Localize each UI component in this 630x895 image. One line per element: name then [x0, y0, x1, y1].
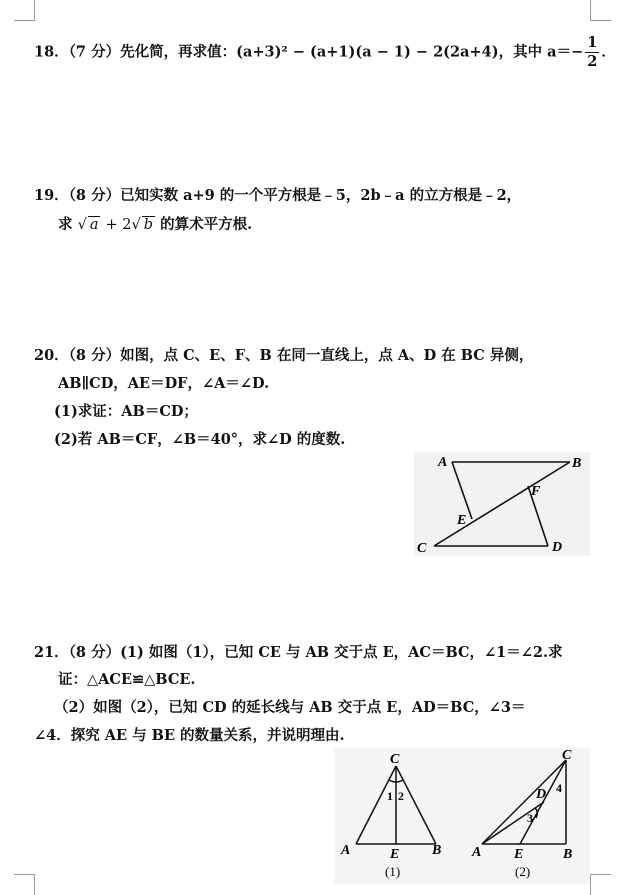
q19-sqrt-a: √ a: [77, 217, 99, 233]
q20-figure: [414, 452, 590, 556]
q20-score: （8 分）: [68, 347, 121, 364]
q18-score: （7 分）: [68, 43, 121, 61]
label-D: D: [552, 540, 563, 555]
q21-line2: 证：△ACE≌△BCE.: [58, 671, 196, 688]
q18-number: 18．: [34, 43, 69, 61]
fig1-label-B: B: [432, 843, 442, 858]
q20-number: 20．: [34, 347, 69, 364]
q21-figures-background: [334, 748, 590, 884]
label-B: B: [572, 456, 582, 471]
q18-end: ．: [601, 43, 616, 61]
label-F: F: [531, 484, 541, 499]
label-E: E: [457, 513, 467, 528]
q19-line2-post: 的算术平方根.: [160, 216, 253, 233]
fig2-angle-4: 4: [556, 781, 562, 795]
fig2-angle-3: 3: [527, 811, 533, 825]
q18-frac-den: 2: [587, 52, 598, 70]
fig2-label-E: E: [514, 847, 524, 862]
q19-line1: 已知实数 a+9 的一个平方根是﹣5，2b﹣a 的立方根是﹣2，: [120, 187, 522, 204]
q20-line3: (1)求证：AB＝CD；: [54, 403, 198, 420]
q20-line2: AB∥CD，AE＝DF，∠A＝∠D.: [58, 375, 270, 392]
crop-mark-top-left: [14, 0, 35, 21]
label-A: A: [438, 455, 448, 470]
fig2-label-C: C: [562, 748, 572, 763]
q19-number: 19．: [34, 187, 69, 204]
q19-score: （8 分）: [68, 187, 121, 204]
q19-mid: + 2: [105, 217, 132, 233]
q18-frac-num: 1: [587, 34, 598, 51]
fig1-label-A: A: [341, 843, 351, 858]
q20-line1: 如图，点 C、E、F、B 在同一直线上，点 A、D 在 BC 异侧，: [120, 347, 534, 364]
q21-line3: （2）如图（2），已知 CD 的延长线与 AB 交于点 E，AD＝BC，∠3＝: [54, 699, 526, 716]
q19-line2: [58, 213, 252, 234]
fig1-label-E: E: [390, 847, 400, 862]
q21-score: （8 分）: [68, 644, 121, 661]
q21-figures: [334, 748, 590, 884]
crop-mark-top-right: [590, 0, 611, 21]
q18-where: ，其中 a＝−: [498, 43, 584, 61]
q18-expression: (a+3)² − (a+1)(a − 1) − 2(2a+4): [236, 43, 499, 61]
question-19: [34, 184, 521, 205]
question-21: [34, 641, 563, 662]
fig2-label-D: D: [536, 787, 547, 802]
question-18: [34, 36, 616, 69]
crop-mark-bottom-left: [14, 874, 35, 895]
q19-line2-pre: 求: [58, 216, 73, 233]
question-20: [34, 344, 533, 365]
q21-line4: ∠4．探究 AE 与 BE 的数量关系，并说明理由.: [34, 727, 345, 744]
q21-number: 21．: [34, 644, 69, 661]
q20-line4: (2)若 AB＝CF，∠B＝40°，求∠D 的度数.: [54, 431, 346, 448]
label-C: C: [417, 541, 427, 556]
fig1-angle-2: 2: [398, 789, 404, 803]
q18-text: 先化简，再求值：: [120, 43, 237, 61]
fig1-label-C: C: [390, 752, 400, 767]
crop-mark-bottom-right: [590, 874, 611, 895]
q18-fraction: [585, 36, 599, 69]
fig2-caption: (2): [515, 864, 531, 879]
fig1-angle-1: 1: [387, 789, 393, 803]
fig2-label-A: A: [472, 845, 482, 860]
fig1-caption: (1): [385, 864, 401, 879]
q19-sqrt-b: √ b: [131, 217, 154, 233]
q21-line1: (1) 如图（1），已知 CE 与 AB 交于点 E，AC＝BC，∠1＝∠2.求: [120, 644, 563, 661]
fig2-label-B: B: [563, 847, 573, 862]
